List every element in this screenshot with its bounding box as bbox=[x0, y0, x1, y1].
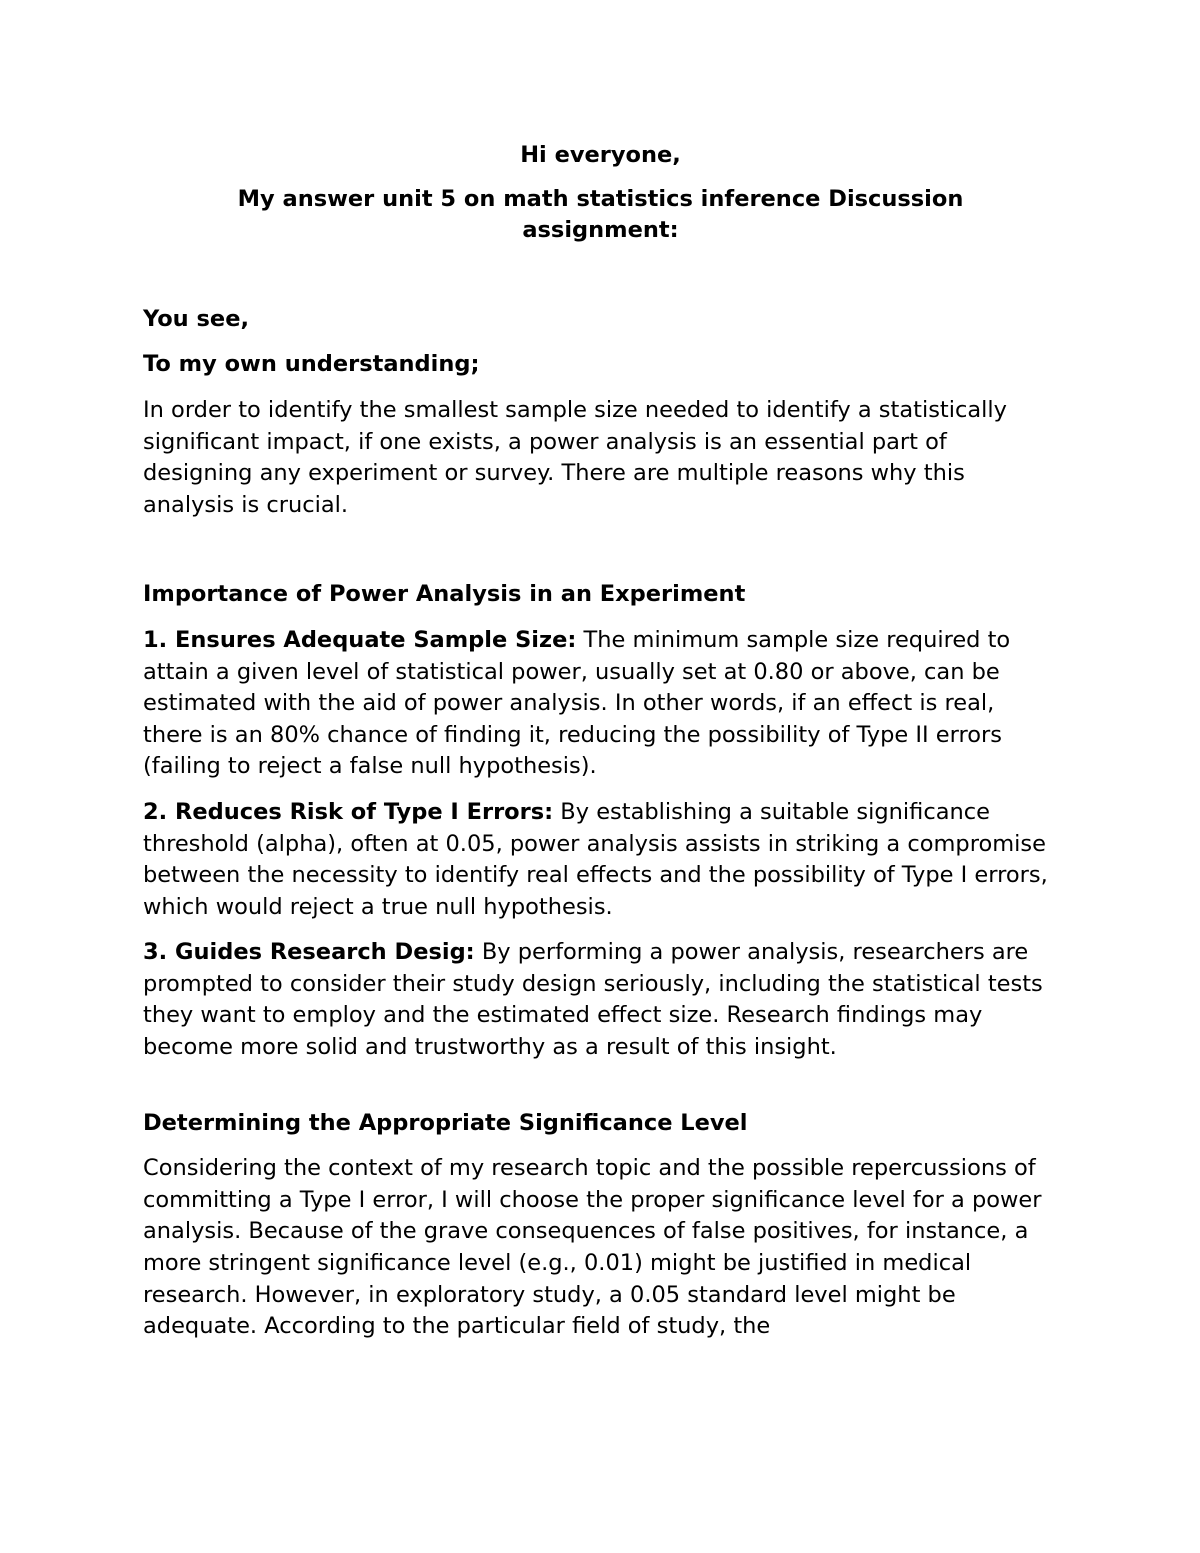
document-title: My answer unit 5 on math statistics inference Discussion assignment: bbox=[237, 185, 964, 244]
significance-paragraph: Considering the context of my research topic and the possible repercussions of committing a Type I error, I will choose the proper significance level for a power analysis. Because of the grave consequences of false positives, for instance, a more stringent significance level (e.g., 0.01) might be justified in medical research. However, in exploratory study, a 0.05 standard level might be adequate. According to the particular field of study, the bbox=[143, 1155, 1042, 1340]
understanding-line: To my own understanding; bbox=[143, 351, 480, 378]
section-heading-significance-level: Determining the Appropriate Significance Level bbox=[143, 1109, 748, 1136]
list-item-text: By performing a power analysis, researchers are prompted to consider their study design seriously, including the statistical tests they want to employ and the estimated effect size. Research findings may become more solid and trustworthy as a result of this insight. bbox=[143, 939, 1043, 1061]
list-item bbox=[143, 797, 1058, 923]
intro-paragraph: In order to identify the smallest sample size needed to identify a statistically significant impact, if one exists, a power analysis is an essential part of designing any experiment or survey. There are multiple reasons why this analysis is crucial. bbox=[143, 396, 1007, 518]
you-see-line: You see, bbox=[143, 305, 249, 332]
list-item bbox=[143, 937, 1058, 1063]
section-heading-power-analysis: Importance of Power Analysis in an Experiment bbox=[143, 581, 746, 608]
document-body bbox=[143, 140, 1058, 1343]
list-item-text: The minimum sample size required to attain a given level of statistical power, usually set at 0.80 or above, can be estimated with the aid of power analysis. In other words, if an effect is real, there is an 80% chance of finding it, reducing the possibility of Type II errors (failing to reject a false null hypothesis). bbox=[143, 626, 1011, 780]
list-item-label: 1. Ensures Adequate Sample Size: bbox=[143, 626, 577, 653]
list-item bbox=[143, 625, 1058, 783]
list-item-text: By establishing a suitable significance threshold (alpha), often at 0.05, power analysis assists in striking a compromise between the necessity to identify real effects and the possibility of Type I errors, which would reject a true null hypothesis. bbox=[143, 798, 1048, 920]
list-item-label: 3. Guides Research Desig: bbox=[143, 939, 475, 966]
greeting: Hi everyone, bbox=[520, 142, 681, 168]
list-item-label: 2. Reduces Risk of Type I Errors: bbox=[143, 798, 554, 825]
